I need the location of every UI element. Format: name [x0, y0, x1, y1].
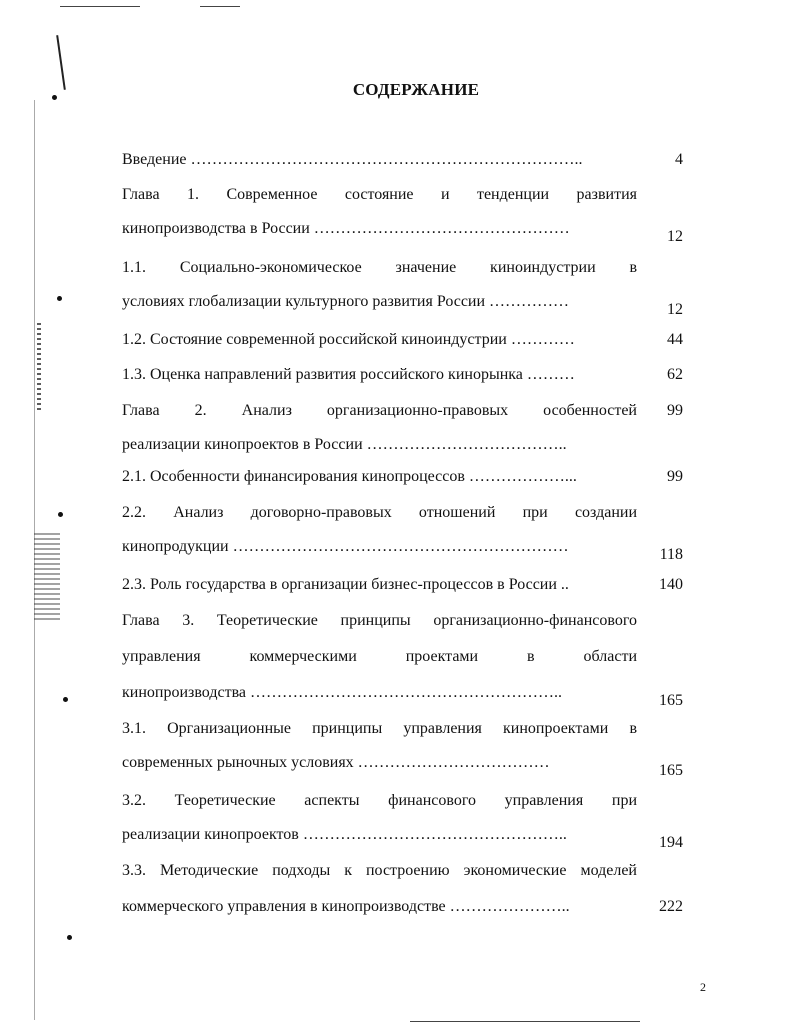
toc-entry-line: 3.3. Методические подходы к построению экономические моделей	[122, 862, 637, 879]
toc-entry-line: 1.1. Социально-экономическое значение киноиндустрии в	[122, 259, 637, 276]
toc-entry-line: 2.1. Особенности финансирования кинопроцессов ………………...	[122, 468, 577, 485]
toc-page-number: 165	[659, 692, 683, 709]
toc-page-number: 12	[667, 301, 683, 318]
toc-entry-line: Глава 2. Анализ организационно-правовых особенностей	[122, 402, 637, 419]
toc-page-number: 99	[667, 402, 683, 419]
toc-entry-line: 1.3. Оценка направлений развития российского кинорынка ………	[122, 366, 575, 383]
toc-entry-line: кинопроизводства …………………………………………………..	[122, 684, 563, 701]
scan-dot-2	[57, 296, 62, 301]
scan-dot-5	[67, 935, 72, 940]
toc-page-number: 44	[667, 331, 683, 348]
scan-smudge-2	[34, 530, 60, 620]
toc-page-number: 165	[659, 762, 683, 779]
toc-page-number: 140	[659, 576, 683, 593]
toc-entry-line: Глава 1. Современное состояние и тенденции развития	[122, 186, 637, 203]
toc-page-number: 222	[659, 898, 683, 915]
toc-page-number: 12	[667, 228, 683, 245]
scan-edge-top-mid	[200, 6, 240, 7]
toc-page-number: 194	[659, 834, 683, 851]
scan-dot-4	[63, 697, 68, 702]
toc-page-number: 62	[667, 366, 683, 383]
toc-entry-line: реализации кинопроектов в России ………………………………..	[122, 436, 567, 453]
toc-entry-line: 3.2. Теоретические аспекты финансового управления при	[122, 792, 637, 809]
toc-entry-line: управления коммерческими проектами в области	[122, 648, 637, 665]
toc-entry-line: 1.2. Состояние современной российской киноиндустрии …………	[122, 331, 575, 348]
page-number: 2	[700, 980, 706, 994]
scan-edge-top-left	[60, 6, 140, 7]
toc-entry-line: современных рыночных условиях ………………………………	[122, 754, 550, 771]
toc-entry-line: кинопродукции ………………………………………………………	[122, 538, 569, 555]
toc-entry-line: реализации кинопроектов …………………………………………..	[122, 826, 567, 843]
toc-entry-line: 2.2. Анализ договорно-правовых отношений при создании	[122, 504, 637, 521]
toc-entry-line: кинопроизводства в России …………………………………………	[122, 220, 570, 237]
toc-entry-line: 3.1. Организационные принципы управления кинопроектами в	[122, 720, 637, 737]
toc-entry-line: Введение ………………………………………………………………..	[122, 151, 583, 168]
toc-entry-line: 2.3. Роль государства в организации бизнес-процессов в России ..	[122, 576, 569, 593]
toc-page-number: 118	[659, 546, 683, 563]
scan-edge-bottom	[410, 1021, 640, 1022]
toc-entry-line: условиях глобализации культурного развития России ……………	[122, 293, 570, 310]
toc-entry-line: коммерческого управления в кинопроизводстве …………………..	[122, 898, 570, 915]
toc-page-number: 99	[667, 468, 683, 485]
scan-dot-3	[58, 512, 63, 517]
toc-page-number: 4	[675, 151, 683, 168]
scan-smudge-1	[37, 320, 41, 410]
toc-entry-line: Глава 3. Теоретические принципы организационно-финансового	[122, 612, 637, 629]
page-title: СОДЕРЖАНИЕ	[352, 80, 480, 99]
